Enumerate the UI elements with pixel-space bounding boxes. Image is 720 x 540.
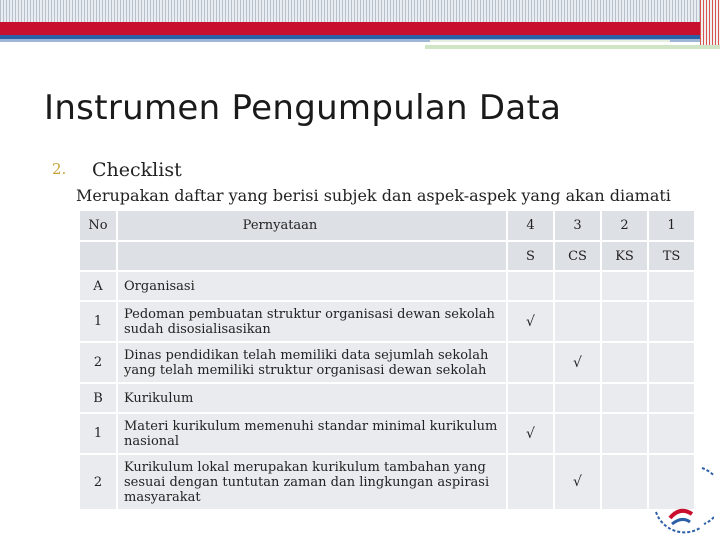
- table-row: [79, 301, 695, 342]
- checklist-table-body: [79, 210, 695, 510]
- slide-title: Instrumen Pengumpulan Data: [44, 88, 562, 128]
- header-stripes: [0, 0, 720, 22]
- header-red-band: [0, 22, 700, 35]
- row-check-s: [507, 454, 554, 510]
- table-row: [79, 454, 695, 510]
- row-check-s: [507, 271, 554, 301]
- table-row: [79, 271, 695, 301]
- header-right-stripes: [700, 0, 720, 46]
- row-check-cs: [554, 271, 601, 301]
- row-no: 1: [79, 413, 117, 454]
- header-green-line: [430, 40, 670, 42]
- header-statement: Pernyataan: [117, 210, 507, 241]
- list-item-label: Checklist: [92, 159, 182, 181]
- subheader-no-empty: [79, 241, 117, 271]
- row-statement: Dinas pendidikan telah memiliki data sejumlah sekolah yang telah memiliki struktur organisasi dewan sekolah: [117, 342, 507, 383]
- row-no: 1: [79, 301, 117, 342]
- row-check-ts: [648, 301, 695, 342]
- row-check-cs: [554, 301, 601, 342]
- table-row: [79, 383, 695, 413]
- row-check-ks: [601, 271, 648, 301]
- list-item-description: Merupakan daftar yang berisi subjek dan aspek-aspek yang akan diamati: [76, 186, 671, 205]
- row-no: 2: [79, 342, 117, 383]
- row-statement: Organisasi: [117, 271, 507, 301]
- header-code-ts: TS: [648, 241, 695, 271]
- row-check-ts: [648, 271, 695, 301]
- header-code-s: S: [507, 241, 554, 271]
- row-statement: Materi kurikulum memenuhi standar minimal kurikulum nasional: [117, 413, 507, 454]
- header-score-2: 2: [601, 210, 648, 241]
- row-check-ks: [601, 301, 648, 342]
- decorative-header-bar: [0, 0, 720, 50]
- row-check-ts: [648, 413, 695, 454]
- row-statement: Kurikulum: [117, 383, 507, 413]
- row-no: A: [79, 271, 117, 301]
- row-check-ts: [648, 383, 695, 413]
- row-check-ks: [601, 413, 648, 454]
- row-statement: Pedoman pembuatan struktur organisasi dewan sekolah sudah disosialisasikan: [117, 301, 507, 342]
- header-green-band: [425, 45, 720, 49]
- header-score-4: 4: [507, 210, 554, 241]
- row-check-cs: √: [554, 454, 601, 510]
- row-check-ks: [601, 383, 648, 413]
- header-code-cs: CS: [554, 241, 601, 271]
- row-check-cs: √: [554, 342, 601, 383]
- row-check-cs: [554, 383, 601, 413]
- table-row: [79, 413, 695, 454]
- table-subheader-row: [79, 241, 695, 271]
- checklist-table: [78, 209, 696, 511]
- row-check-s: [507, 342, 554, 383]
- row-statement: Kurikulum lokal merupakan kurikulum tambahan yang sesuai dengan tuntutan zaman dan lingkungan aspirasi masyarakat: [117, 454, 507, 510]
- header-no: No: [79, 210, 117, 241]
- row-check-cs: [554, 413, 601, 454]
- row-check-s: √: [507, 413, 554, 454]
- subheader-statement-empty: [117, 241, 507, 271]
- list-item-number: 2.: [52, 160, 67, 178]
- row-check-s: √: [507, 301, 554, 342]
- header-score-3: 3: [554, 210, 601, 241]
- row-check-ks: [601, 342, 648, 383]
- row-no: B: [79, 383, 117, 413]
- row-check-ts: [648, 342, 695, 383]
- table-row: [79, 342, 695, 383]
- university-seal-logo: [650, 462, 714, 536]
- row-no: 2: [79, 454, 117, 510]
- table-header-row: [79, 210, 695, 241]
- header-code-ks: KS: [601, 241, 648, 271]
- row-check-ks: [601, 454, 648, 510]
- header-score-1: 1: [648, 210, 695, 241]
- row-check-s: [507, 383, 554, 413]
